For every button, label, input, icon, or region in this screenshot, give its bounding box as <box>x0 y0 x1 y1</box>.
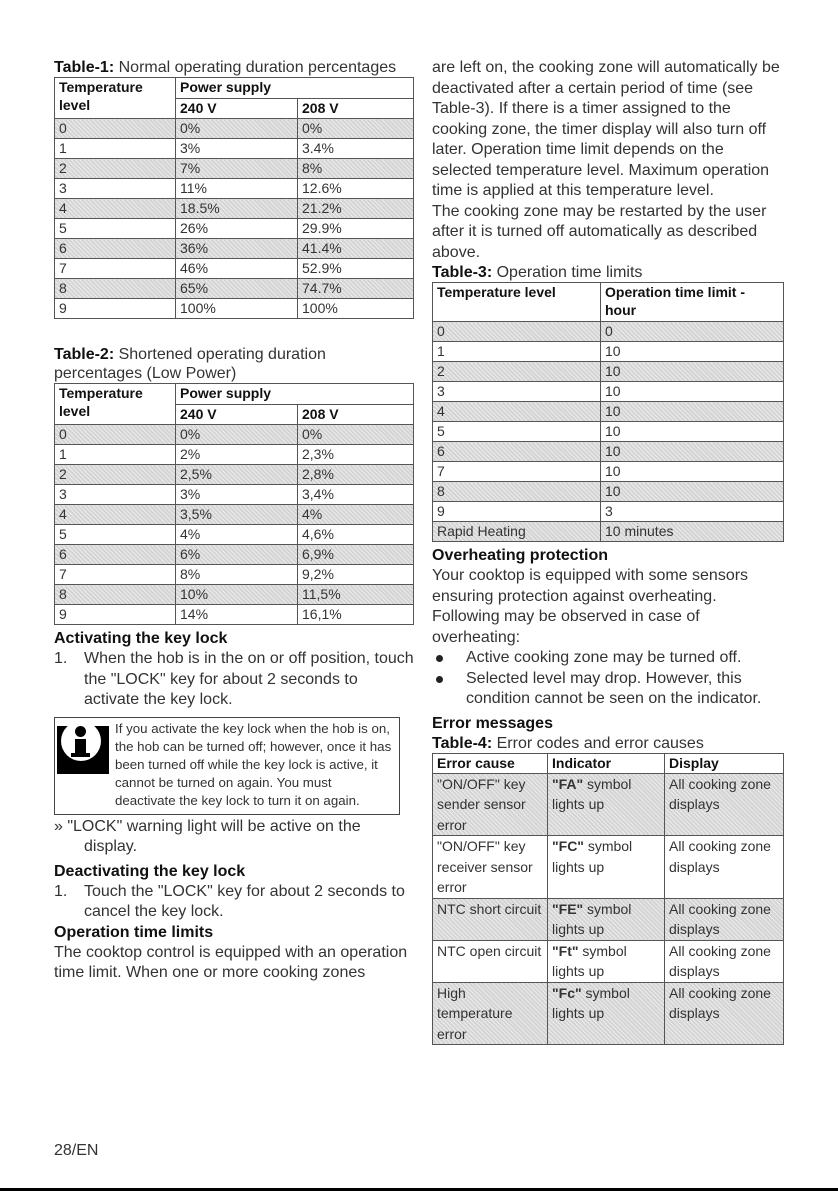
cell-temp-level: 5 <box>55 525 176 545</box>
cell-temp-level: 8 <box>55 279 176 299</box>
table-row <box>55 465 414 485</box>
cell-208v: 8% <box>298 159 414 179</box>
table-row <box>433 462 784 482</box>
table4 <box>432 753 784 1046</box>
cell-temp-level: 9 <box>55 299 176 319</box>
cell-temp-level: 2 <box>55 465 176 485</box>
optime-text-left: The cooktop control is equipped with an operation time limit. When one or more cooking zones <box>54 943 408 981</box>
cell-240v: 3% <box>176 485 298 505</box>
table-row <box>55 565 414 585</box>
keylock-step: 1. When the hob is in the on or off position, touch the "LOCK" key for about 2 seconds to activate the key lock. <box>54 650 414 708</box>
keylock-result: » "LOCK" warning light will be active on the display. <box>54 817 361 855</box>
cell-display: All cooking zone displays <box>665 773 784 836</box>
cell-240v: 14% <box>176 605 298 625</box>
cell-time-limit: 10 <box>601 382 784 402</box>
right-column <box>432 58 784 1045</box>
bullet-icon <box>436 655 443 662</box>
table2-header-power: Power supply <box>176 384 414 405</box>
cell-208v: 41.4% <box>298 239 414 259</box>
table-row <box>433 362 784 382</box>
table-row <box>433 898 784 940</box>
cell-240v: 100% <box>176 299 298 319</box>
left-column <box>54 58 414 984</box>
table-row <box>55 585 414 605</box>
cell-208v: 2,8% <box>298 465 414 485</box>
cell-temp-level: 7 <box>433 462 601 482</box>
cell-208v: 2,3% <box>298 445 414 465</box>
cell-display: All cooking zone displays <box>665 982 784 1045</box>
cell-208v: 3.4% <box>298 139 414 159</box>
cell-240v: 36% <box>176 239 298 259</box>
cell-time-limit: 10 <box>601 362 784 382</box>
cell-240v: 8% <box>176 565 298 585</box>
cell-208v: 4% <box>298 505 414 525</box>
cell-240v: 2,5% <box>176 465 298 485</box>
table3-header-limit: Operation time limit - hour <box>601 283 784 322</box>
cell-208v: 6,9% <box>298 545 414 565</box>
cell-temp-level: 8 <box>55 585 176 605</box>
table-row <box>433 502 784 522</box>
cell-temp-level: 7 <box>55 259 176 279</box>
table2-header-208: 208 V <box>298 404 414 425</box>
table-row <box>433 522 784 542</box>
cell-208v: 3,4% <box>298 485 414 505</box>
cell-208v: 100% <box>298 299 414 319</box>
table3 <box>432 282 784 542</box>
table-row <box>55 259 414 279</box>
cell-indicator <box>548 940 665 982</box>
cell-temp-level: 0 <box>55 119 176 139</box>
table-row <box>55 525 414 545</box>
bullet-item: Selected level may drop. However, this condition cannot be seen on the indicator. <box>432 669 784 710</box>
cell-error-cause: "ON/OFF" key receiver sensor error <box>433 836 548 899</box>
cell-temp-level: 4 <box>55 199 176 219</box>
cell-temp-level: 3 <box>55 179 176 199</box>
cell-indicator <box>548 773 665 836</box>
cell-temp-level: 8 <box>433 482 601 502</box>
cell-240v: 10% <box>176 585 298 605</box>
cell-temp-level: 4 <box>55 505 176 525</box>
optime-text-right-2: The cooking zone may be restarted by the user after it is turned off automatically as described above. <box>432 202 767 261</box>
optime-text-right: are left on, the cooking zone will automatically be deactivated after a certain period of time (see Table-3). If there is a timer assigned to the cooking zone, the timer display will also turn off later. Operation time limit depends on the selected temperature level. Maximum operation time is applied at this temperature level. <box>432 59 780 199</box>
cell-240v: 3% <box>176 139 298 159</box>
table-row <box>55 445 414 465</box>
table-row <box>433 982 784 1045</box>
keylock-steps <box>54 649 414 711</box>
cell-temp-level: Rapid Heating <box>433 522 601 542</box>
cell-240v: 18.5% <box>176 199 298 219</box>
cell-temp-level: 1 <box>55 139 176 159</box>
cell-208v: 12.6% <box>298 179 414 199</box>
table1-header-208: 208 V <box>298 98 414 119</box>
table4-header-display: Display <box>665 753 784 773</box>
cell-temp-level: 7 <box>55 565 176 585</box>
cell-time-limit: 10 minutes <box>601 522 784 542</box>
cell-time-limit: 0 <box>601 322 784 342</box>
cell-208v: 11,5% <box>298 585 414 605</box>
table-row <box>433 322 784 342</box>
cell-240v: 7% <box>176 159 298 179</box>
cell-temp-level: 6 <box>433 442 601 462</box>
cell-208v: 74.7% <box>298 279 414 299</box>
cell-temp-level: 5 <box>433 422 601 442</box>
table-row <box>55 239 414 259</box>
page-number: 28/EN <box>54 1142 99 1159</box>
table-row <box>55 139 414 159</box>
cell-temp-level: 2 <box>433 362 601 382</box>
cell-temp-level: 5 <box>55 219 176 239</box>
cell-temp-level: 9 <box>55 605 176 625</box>
cell-display: All cooking zone displays <box>665 898 784 940</box>
deactivate-step: 1. Touch the "LOCK" key for about 2 seconds to cancel the key lock. <box>54 882 405 920</box>
table-row <box>55 179 414 199</box>
cell-time-limit: 10 <box>601 462 784 482</box>
cell-temp-level: 6 <box>55 545 176 565</box>
cell-240v: 2% <box>176 445 298 465</box>
cell-time-limit: 10 <box>601 422 784 442</box>
cell-240v: 4% <box>176 525 298 545</box>
cell-240v: 0% <box>176 425 298 445</box>
error-code: "Fc" <box>552 984 582 1001</box>
cell-indicator <box>548 898 665 940</box>
table-row <box>433 482 784 502</box>
cell-indicator <box>548 982 665 1045</box>
table1 <box>54 77 414 319</box>
table-row <box>55 219 414 239</box>
cell-display: All cooking zone displays <box>665 836 784 899</box>
cell-temp-level: 6 <box>55 239 176 259</box>
table-row <box>433 382 784 402</box>
cell-208v: 16,1% <box>298 605 414 625</box>
deactivate-steps <box>54 882 414 923</box>
table-row <box>433 836 784 899</box>
cell-error-cause: NTC open circuit <box>433 940 548 982</box>
keylock-heading: Activating the key lock <box>54 630 228 647</box>
cell-display: All cooking zone displays <box>665 940 784 982</box>
cell-240v: 6% <box>176 545 298 565</box>
table2-header-240: 240 V <box>176 404 298 425</box>
cell-temp-level: 3 <box>55 485 176 505</box>
keylock-note <box>54 717 400 815</box>
error-code: "Ft" <box>552 942 579 959</box>
cell-240v: 11% <box>176 179 298 199</box>
bullet-item: Active cooking zone may be turned off. <box>432 648 784 669</box>
table1-header-temp: Temperature level <box>55 78 176 119</box>
cell-240v: 0% <box>176 119 298 139</box>
cell-208v: 4,6% <box>298 525 414 545</box>
cell-240v: 65% <box>176 279 298 299</box>
table-row <box>55 279 414 299</box>
keylock-note-text: If you activate the key lock when the hob is on, the hob can be turned off; however, once it has been turned off while the key lock is active, it cannot be turned on again. You must deactivate the key lock to turn it on again. <box>115 720 392 808</box>
cell-temp-level: 3 <box>433 382 601 402</box>
cell-error-cause: NTC short circuit <box>433 898 548 940</box>
table-row <box>55 485 414 505</box>
table-row <box>55 505 414 525</box>
cell-indicator <box>548 836 665 899</box>
cell-time-limit: 10 <box>601 342 784 362</box>
cell-208v: 29.9% <box>298 219 414 239</box>
cell-temp-level: 0 <box>55 425 176 445</box>
table3-header-temp: Temperature level <box>433 283 601 322</box>
cell-208v: 0% <box>298 119 414 139</box>
table-row <box>433 940 784 982</box>
info-icon <box>55 718 115 814</box>
table-row <box>55 199 414 219</box>
table-row <box>433 773 784 836</box>
indicator-text: symbol lights up <box>552 775 632 812</box>
table4-header-cause: Error cause <box>433 753 548 773</box>
table-row <box>433 402 784 422</box>
cell-temp-level: 1 <box>433 342 601 362</box>
cell-240v: 26% <box>176 219 298 239</box>
cell-208v: 21.2% <box>298 199 414 219</box>
table-row <box>433 422 784 442</box>
cell-temp-level: 0 <box>433 322 601 342</box>
cell-208v: 0% <box>298 425 414 445</box>
table3-caption: Table-3: Operation time limits <box>432 264 643 281</box>
table-row <box>55 119 414 139</box>
error-code: "FA" <box>552 775 584 792</box>
table-row <box>433 342 784 362</box>
cell-240v: 46% <box>176 259 298 279</box>
errors-heading: Error messages <box>432 714 553 732</box>
overheat-heading: Overheating protection <box>432 547 609 564</box>
table4-header-indicator: Indicator <box>548 753 665 773</box>
indicator-text: symbol lights up <box>552 942 627 979</box>
table2-caption: Table-2: Shortened operating duration percentages (Low Power) <box>54 346 326 382</box>
cell-temp-level: 1 <box>55 445 176 465</box>
table1-caption: Table-1: Normal operating duration percentages <box>54 59 397 76</box>
table2 <box>54 383 414 625</box>
cell-time-limit: 3 <box>601 502 784 522</box>
optime-heading: Operation time limits <box>54 923 214 941</box>
cell-temp-level: 2 <box>55 159 176 179</box>
cell-240v: 3,5% <box>176 505 298 525</box>
table-row <box>433 442 784 462</box>
cell-time-limit: 10 <box>601 402 784 422</box>
cell-208v: 52.9% <box>298 259 414 279</box>
error-code: "FC" <box>552 838 584 854</box>
table1-header-power: Power supply <box>176 78 414 99</box>
indicator-text: symbol lights up <box>552 900 632 937</box>
cell-temp-level: 9 <box>433 502 601 522</box>
indicator-text: symbol lights up <box>552 984 630 1021</box>
cell-temp-level: 4 <box>433 402 601 422</box>
bullet-icon <box>436 676 443 683</box>
table-row <box>55 159 414 179</box>
table-row <box>55 545 414 565</box>
cell-error-cause: High temperature error <box>433 982 548 1045</box>
table-row <box>55 299 414 319</box>
deactivate-heading: Deactivating the key lock <box>54 862 246 880</box>
table-row <box>55 425 414 445</box>
overheat-text: Your cooktop is equipped with some sensors ensuring protection against overheating. Following may be observed in case of overheating: <box>432 567 749 646</box>
table2-header-temp: Temperature level <box>55 384 176 425</box>
cell-time-limit: 10 <box>601 442 784 462</box>
error-code: "FE" <box>552 900 584 917</box>
table4-caption: Table-4: Error codes and error causes <box>432 734 704 752</box>
cell-208v: 9,2% <box>298 565 414 585</box>
table1-header-240: 240 V <box>176 98 298 119</box>
cell-time-limit: 10 <box>601 482 784 502</box>
overheat-bullets <box>432 648 784 710</box>
cell-error-cause: "ON/OFF" key sender sensor error <box>433 773 548 836</box>
table-row <box>55 605 414 625</box>
indicator-text: symbol lights up <box>552 838 633 875</box>
